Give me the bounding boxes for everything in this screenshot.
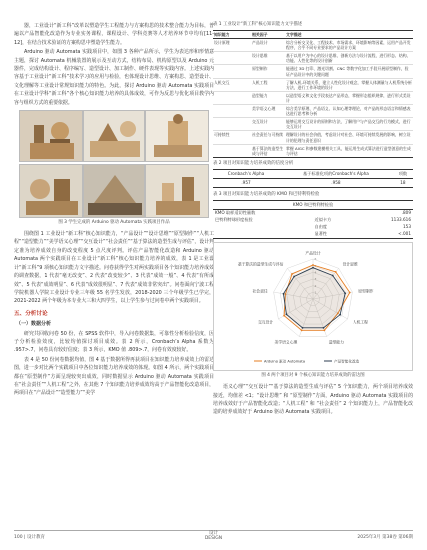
table-1-row [213,105,413,118]
radar-axis-label: 社会责任 [252,288,268,294]
radar-axis-label: 产品设计 [305,250,321,256]
table-1-cell-dim [213,52,251,65]
conclusion-paragraph: 语义心理”“交互设计”“基于算法的造型生成与评估” 5 个知识能力，两个项目培养成效接近，均值差 <1；“设计思维” 和 “原型制作”方面，Arduino 驱动 Automata 实践项目的培养成效好于产品智能化改造；“人机工程” 和 “社会责任” 2 个知识能力上，产品智能化改造的培养成效好于 Arduino 驱动 Automata 实践项目。 [213,384,413,416]
work-photo-2 [83,110,145,162]
radar-tick-label: 5 [314,263,317,268]
student-works-photos [19,110,209,218]
radar-axis-label: 造型能力 [328,339,344,345]
table-1-row [213,91,413,104]
survey-paragraph: 围绕图 1 工业设计“新工科”核心知识能力，“产品设计”“设计思维”“原型制作”“人机工程”“造型能力”“美学语义心理”“交互设计”“社会责任”“基于算法的造型生成与评估”，设计判定准为培养成效自身的改变程度 5 点尺度评判。评估产品智能化改造和 Arduino 驱动 Automata 两个实践项目在工业设计“新工科”核心知识能力培养的成效，表 1 是工业设计“新工科”9 项核心知识能力文字描述。问卷获得学生对两实践项目各个知识能力培养成效的调查数据，1 代表“毫无改变”、2 代表“改变较少”、3 代表“成效一般”、4 代表“有所成效”、5 代表“成效明显”、6 代表“成效很明显”、7 代表“成效非常突出”。问卷面向宁波工程学院机器人学院工业设计专业三年级 55 名学生发放，2018-2020 三个年级学生已学完，2021-2022 两个年级为本专业大三和大四学生，以上学生参与过问卷中两个实践项目。 [14,231,214,305]
table-2-caption: 表 2 项目对知识能力培养成效的信度分析 [213,160,294,166]
table-2-cell-alpha: .957 [213,178,279,187]
figure-3-caption: 图 3 学生完成的 Arduino 驱动 Automata 实践项目作品 [58,220,170,226]
table-1-cell-factor: 交互设计 [251,118,285,131]
kmo-sub [313,209,360,217]
table-1-cell-desc: 理解设计的社会价值，考虑设计对社会、环境可持续发展的影响，树立设计的伦理与责任意识 [285,131,413,144]
table-1-cell-desc: 了解人机-环境关系，建立人性化设计观念，掌握人体测量与人机系统分析方法，进行工作环境的设计 [286,79,412,90]
table-1-body [213,39,413,158]
table-1-cell-factor: 产品设计 [251,39,285,52]
footer-right: 2025年3月 第38卷 第06期 [357,535,413,540]
table-1-cell-desc: 能够运用交互设计的原则和方法，了解用户与产品交互的行为模式，进行交互设计 [285,118,413,131]
bartlett-sig-value: <.001 [359,231,413,239]
intro-paragraph-2: Arduino 驱动 Automata 实践项目中，如图 3 各种产品所示，学生为表达形和形情意主题，探讨 Automata 机械装置的展示及互动方式，结构布局、机构原型以及 Arduino 元器件，完成结构设计、程序编写、造型设计、加工制作、硬件表现等实践内容。上述实践内容基于工业设计“新工科”技术学习的应用与检验，也体现设计思维、方案构思、造型设计、文化理解等工业设计常规知识能力的特色。为此，探讨 Arduino 驱动 Automata 实践项目在工业设计学科“新工科”各个核心知识能力培养的具体成效，可作为反思与优化项目教学内容与组织方式的重要依据。 [14,49,214,106]
page-footer [0,530,427,550]
radar-point [324,329,326,331]
analysis-paragraph-1: 研究共回收问卷 50 份，在 SPSS 软件中，导入问卷数据集，可靠性分析检验信度，因子分析检验效度，比较均值探讨项目成效。表 2 所示，Cronbach’s Alpha 系数为 .957>.7，问卷具有较好信度；表 3 所示，KMO 值 .809>.7，问卷有效度较好。 [14,330,214,354]
radar-point [344,292,346,294]
table-1-row [213,39,413,52]
table-1-cell-factor: 社会责任与可持续 [251,131,285,144]
bartlett-df-label: 自由度 [314,224,328,230]
table-1 [213,30,413,158]
footer-left: 100 | 设计教育 [14,535,45,540]
radar-tick-label: 3 [314,276,317,281]
work-photo-1 [19,110,83,162]
right-column [213,22,413,418]
table-1-cell-dim [213,118,251,131]
work-photo-6 [145,164,209,218]
figure-3 [14,110,214,226]
table-1-caption: 表 1 工业设计“新工科”核心知识能力文字描述 [213,22,303,27]
table-1-cell-desc: 以造型语义和文化手段表达产品形态，掌握形态组织规律，进行形式美设计 [285,91,413,104]
table-1-cell-dim: 设计原理 [213,39,251,52]
table-3 [213,200,413,239]
radar-axis-label: 交互设计 [258,319,274,325]
table-1-row [213,118,413,131]
footer-journal-en: DESIGN [204,536,223,541]
radar-point [302,327,304,329]
kmo-value: .809 [401,210,411,216]
table-2-cell-items: 18 [393,178,413,187]
table-1-cell-dim [213,65,251,78]
radar-point [323,327,325,329]
bartlett-df-value: 153 [403,224,411,230]
table-1-cell-factor: 设计思维 [251,52,285,65]
radar-axis-label: 人机工程 [352,319,368,325]
figure-4-caption: 图 4 两个项目对 9 个核心知识能力培养成效的雷达图 [261,373,365,379]
table-3-title: KMO 和巴特利特检验 [213,200,413,209]
table-1-cell-desc: 综合美学原理、产品语义、认知心理等理论，对产品的形态语言和情感表达进行思考和分析 [285,105,413,118]
radar-legend-label: 产品智能化改造 [334,359,360,364]
table-2 [213,169,413,188]
radar-point [332,274,334,276]
table-1-cell-dim [213,91,251,104]
bartlett-sig-empty [213,231,313,239]
radar-point [339,314,341,316]
data-analysis-subheading: （一）数据分析 [16,321,52,328]
radar-point [312,264,314,266]
table-2-cell-std-alpha: .958 [279,178,393,187]
radar-axis-label: 基于算法的造型生成与评估 [237,261,284,267]
radar-axis-label: 设计思维 [342,261,358,267]
table-1-cell-desc: 基于以用户为中心的设计思维、创新方法与设计流程，进行形态、结构、功能、人性化等的设计创新 [285,52,413,65]
table-1-row [213,65,413,78]
table-2-header-alpha: Cronbach's Alpha [213,169,279,178]
radar-point [293,275,295,277]
radar-tick-label: 6 [314,256,317,261]
bartlett-df-empty [213,224,313,231]
radar-tick-label: 1 [314,290,317,295]
table-1-cell-factor: 美学语义心理 [251,105,285,118]
table-1-cell-factor: 造型能力 [251,91,285,104]
table-1-row [213,78,413,91]
work-photo-5 [83,164,145,218]
table-1-row [213,144,413,157]
left-column [14,22,214,399]
radar-point [286,313,288,315]
table-1-cell-dim [213,144,251,157]
table-1-cell-desc: 综合分析交叉化、工程技术、市场需求、环境影响等因素，运用产品开发程序，合乎不同专业要求的产品设计方案 [285,39,413,52]
table-1-row [213,52,413,65]
table-2-header-std-alpha: 基于标准化项的Cronbach's Alpha [279,169,393,178]
section-5-heading: 五、分析讨论 [14,310,48,317]
bartlett-sig-label: 显著性 [313,231,360,239]
radar-chart [214,243,412,367]
radar-point [283,293,285,295]
radar-point [312,267,314,269]
radar-axis-label: 美学语义心理 [274,339,298,345]
table-2-header-items: 项数 [393,169,413,178]
table-1-cell-dim: 人机交互 [213,78,251,91]
work-photo-3 [145,110,209,162]
intro-paragraph-1: 器，工业设计“新工科”改革以塑造学生工程能力与方案构思的技术整合能力为目标，普遍以产品智能化改造作为专业实务课程，课程设计、学科竞赛等人才培养环节中均有[11-12]，在结合技术验证的方案构思中塑造学生能力。 [14,23,214,46]
table-1-cell-dim: 可持续性 [213,131,251,144]
table-1-cell-factor: 基于算法的造型生成与评估 [252,145,284,156]
bartlett-chi-value: 1133.616 [391,217,411,223]
radar-point [349,291,351,293]
radar-point [335,271,337,273]
analysis-paragraph-2: 表 4 是 50 份问卷数据均值，图 4 基于数据所得再获项目在知识能力培养成效上的雷达图，进一步对比两个实践项目中各位知识能力培养成效的体现。如图 4 所示，两个实践项目都在“原型制作”方面呈现较突出成效，同时数据显示 Arduino 驱动 Automata 实践项目在“社会责任”“人机工程”之外，在其他 7 个知识能力培养成效均高于产品智能化改造项目，两项目在“产品设计”“造型能力”“美学 [14,356,214,397]
table-1-header-dim: 知识能力 [213,31,251,39]
table-1-cell-dim [213,105,251,118]
table-1-header-factor: 相关因子 [251,31,285,39]
radar-point [283,315,285,317]
bartlett-label: 巴特利特球形度检验 [215,217,253,223]
radar-legend-label: Arduino 驱动 Automata [264,359,306,364]
table-1-row [213,131,413,144]
kmo-label: KMO 取样适切性量数 [215,210,256,216]
table-1-cell-desc: 掌握 AIGC 和参数建模相关工具，能运用生成式算法进行造型创意的生成与评估 [285,144,413,157]
figure-4-radar [213,242,413,371]
bartlett-chi-label: 近似卡方 [314,217,332,223]
radar-point [291,273,293,275]
table-3-caption: 表 3 项目对知识能力培养成效的 KMO 和巴特利特检验 [213,191,320,197]
work-photo-4 [19,164,83,218]
radar-tick-label: 2 [314,283,317,288]
radar-point [301,329,303,331]
table-1-cell-factor: 人机工程 [251,78,285,91]
table-1-cell-factor: 原型制作 [251,65,285,78]
radar-tick-label: 4 [314,270,317,275]
table-1-cell-desc: 能通过 3D 打印、激光切割、CNC 等数字化加工手段开展原型制作，验证产品设计中的关键问题 [285,65,413,78]
table-1-header-desc: 文字描述 [285,31,413,39]
footer-journal-cn: 设计 [209,531,218,536]
radar-axis-label: 原型制作 [358,288,374,294]
